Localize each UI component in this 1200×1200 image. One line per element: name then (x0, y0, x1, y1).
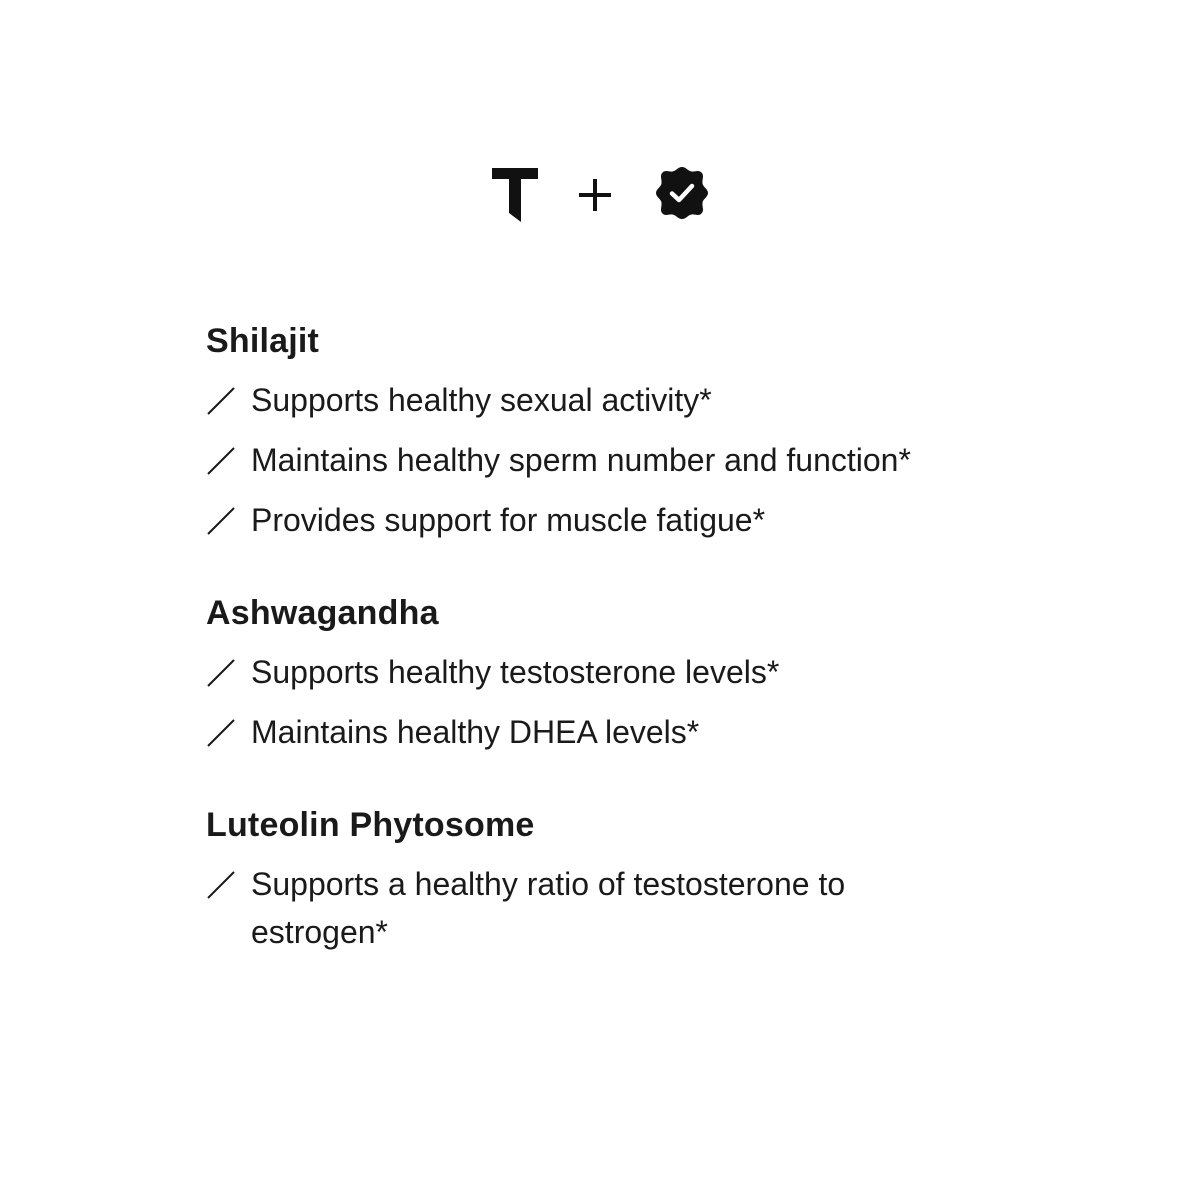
benefit-item (206, 376, 911, 424)
ingredient-list (206, 318, 1106, 968)
slash-bullet-icon (206, 718, 236, 748)
slash-bullet-icon (206, 386, 236, 416)
benefit-item (206, 708, 911, 756)
benefit-text: Supports healthy sexual activity* (251, 382, 712, 418)
benefit-text: Supports healthy testosterone levels* (251, 654, 780, 690)
slash-bullet-icon (206, 446, 236, 476)
benefit-text: Maintains healthy DHEA levels* (251, 714, 700, 750)
benefit-item (206, 496, 911, 544)
ingredient-section-luteolin (206, 802, 1106, 956)
ingredient-title: Shilajit (206, 322, 320, 360)
ingredient-section-ashwagandha (206, 590, 1106, 756)
benefit-text: Maintains healthy sperm number and function* (251, 442, 911, 478)
t-letter-icon (490, 166, 540, 222)
slash-bullet-icon (206, 506, 236, 536)
plus-icon (576, 176, 614, 214)
slash-bullet-icon (206, 870, 236, 900)
ingredient-title: Ashwagandha (206, 594, 439, 632)
ingredient-section-shilajit (206, 318, 1106, 544)
benefit-text: Supports a healthy ratio of testosterone to estrogen* (251, 866, 846, 950)
benefit-item (206, 860, 911, 956)
slash-bullet-icon (206, 658, 236, 688)
logo-row (0, 162, 1200, 224)
verified-badge-icon (653, 164, 711, 222)
benefit-item (206, 436, 911, 484)
benefit-text: Provides support for muscle fatigue* (251, 502, 766, 538)
benefit-item (206, 648, 911, 696)
ingredient-title: Luteolin Phytosome (206, 806, 535, 844)
